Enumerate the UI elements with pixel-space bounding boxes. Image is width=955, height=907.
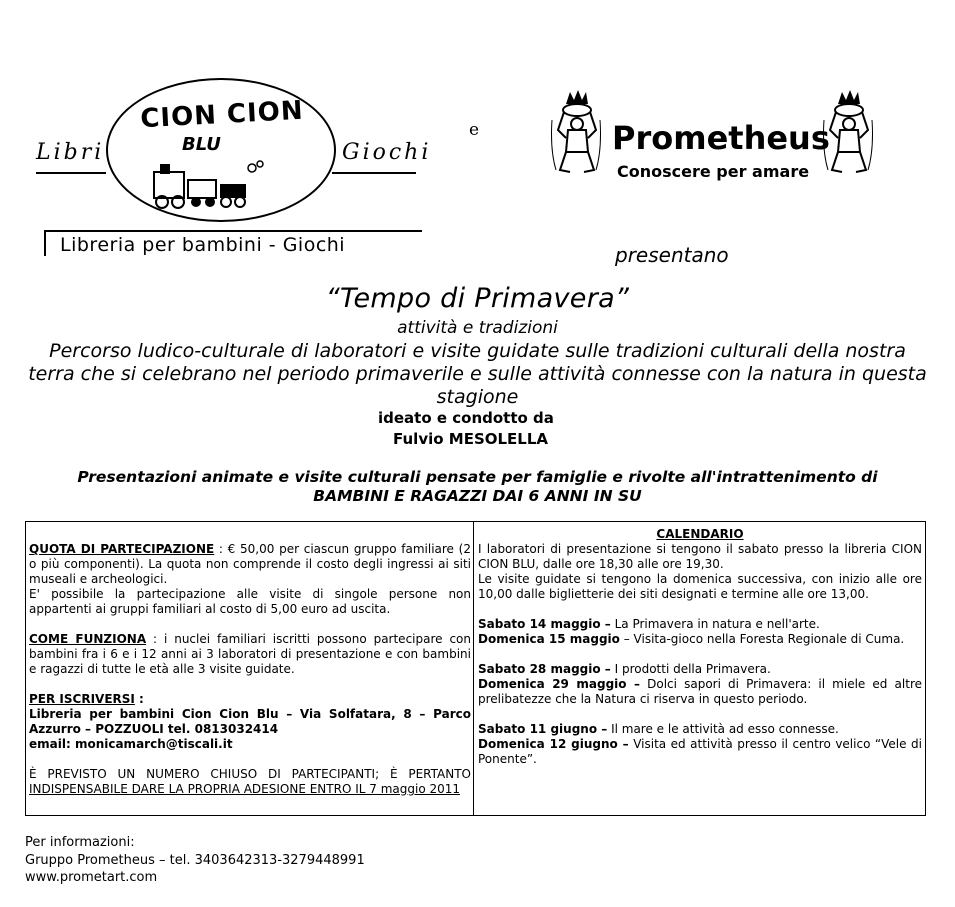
avviso-section [29, 767, 471, 797]
event-text: La Primavera in natura e nell'arte. [610, 617, 820, 631]
event-date: Domenica 15 maggio [478, 632, 620, 646]
logo-word-libri: Libri [36, 140, 105, 165]
footer-website: www.prometart.com [25, 870, 158, 885]
logo-rule-left [36, 172, 106, 174]
calendar-group [478, 617, 922, 647]
quota-single-text: E' possibile la partecipazione alle visite di singole persone non appartenti ai gruppi familiari al costo di 5,00 euro ad uscita. [29, 587, 471, 616]
iscrizione-email: email: monicamarch@tiscali.it [29, 737, 233, 751]
prometheus-figure-icon [548, 90, 604, 182]
event-text: Visita ed attività presso il centro velico “Vele di Ponente”. [478, 737, 922, 766]
prometheus-title: Prometheus [612, 119, 830, 157]
come-funziona-section [29, 632, 471, 677]
calendar-event [478, 632, 904, 646]
logo-brand-sub: BLU [182, 134, 221, 155]
quota-label: QUOTA DI PARTECIPAZIONE [29, 542, 215, 556]
event-text: Dolci sapori di Primavera: il miele ed altre prelibatezze che la Natura ci riserva in questo periodo. [478, 677, 922, 706]
info-table [25, 521, 926, 816]
quota-section [29, 542, 471, 617]
calendar-event [478, 677, 922, 706]
logo-word-giochi: Giochi [342, 140, 432, 165]
calendar-group [478, 662, 922, 707]
avviso-text: È PREVISTO UN NUMERO CHIUSO DI PARTECIPANTI; È PERTANTO [29, 767, 471, 781]
calendar-event [478, 737, 922, 766]
event-subtitle: attività e tradizioni [397, 318, 558, 338]
event-date: Sabato 11 giugno – [478, 722, 608, 736]
footer-label: Per informazioni: [25, 835, 135, 850]
target-audience [0, 468, 955, 506]
quota-text: : € 50,00 per ciascun gruppo familiare (2 o più componenti). La quota non comprende il costo degli ingressi ai siti museali e archeologici. [29, 542, 471, 586]
info-left-column [26, 522, 474, 815]
logo-subtitle: Libreria per bambini - Giochi [44, 230, 422, 256]
footer-phone: Gruppo Prometheus – tel. 3403642313-3279448991 [25, 852, 365, 868]
logo-rule-right [332, 172, 416, 174]
cion-cion-blu-logo [36, 78, 432, 258]
calendario-intro-labs: I laboratori di presentazione si tengono il sabato presso la libreria CION CION BLU, dalle ore 18,30 alle ore 19,30. [478, 542, 922, 571]
calendario-heading: CALENDARIO [656, 527, 744, 541]
target-line-1: Presentazioni animate e visite culturali pensate per famiglie e rivolte all'intrattenimento di [77, 468, 878, 486]
event-text: I prodotti della Primavera. [610, 662, 771, 676]
calendar-event [478, 722, 839, 736]
event-date: Domenica 12 giugno – [478, 737, 629, 751]
iscrizione-section [29, 692, 471, 752]
calendario-column [474, 522, 925, 815]
event-description: Percorso ludico-culturale di laboratori e visite guidate sulle tradizioni culturali della nostra terra che si celebrano nel periodo primaverile e sulle attività connesse con la natura in questa stagione [28, 340, 927, 408]
iscrizione-address: Libreria per bambini Cion Cion Blu – Via Solfatara, 8 – Parco Azzurro – POZZUOLI tel. 0813032414 [29, 707, 471, 736]
author-name: Fulvio MESOLELLA [393, 430, 549, 448]
target-line-2: BAMBINI E RAGAZZI DAI 6 ANNI IN SU [313, 487, 642, 505]
event-date: Sabato 14 maggio – [478, 617, 611, 631]
event-text: Il mare e le attività ad esso connesse. [607, 722, 839, 736]
event-title: “Tempo di Primavera” [325, 283, 630, 314]
event-text: – Visita-gioco nella Foresta Regionale di Cuma. [619, 632, 905, 646]
iscrizione-label-suffix: : [134, 692, 144, 706]
come-funziona-label: COME FUNZIONA [29, 632, 147, 646]
event-date: Sabato 28 maggio – [478, 662, 611, 676]
logo-brand: CION CION [139, 95, 305, 135]
calendar-event [478, 617, 820, 631]
avviso-deadline: INDISPENSABILE DARE LA PROPRIA ADESIONE ENTRO IL 7 maggio 2011 [29, 782, 461, 796]
prometheus-subtitle: Conoscere per amare [617, 162, 810, 181]
calendario-intro-visits: Le visite guidate si tengono la domenica successiva, con inizio alle ore 10,00 dalle biglietterie dei siti designati e termine alle ore 13,00. [478, 572, 922, 601]
conjunction: e [469, 120, 480, 140]
iscrizione-label: PER ISCRIVERSI [29, 692, 135, 706]
event-date: Domenica 29 maggio – [478, 677, 641, 691]
ideato-label: ideato e condotto da [378, 409, 554, 427]
train-icon [144, 158, 264, 214]
come-funziona-text: : i nuclei familiari iscritti possono partecipare con bambini fra i 6 e i 12 anni ai 3 laboratori di presentazione e con bambini e ragazzi di tutte le età alle 3 visite guidate. [29, 632, 471, 676]
calendar-event [478, 662, 771, 676]
presentano-label: presentano [615, 243, 729, 267]
calendar-group [478, 722, 922, 767]
calendario-intro [478, 542, 922, 602]
footer-contacts [25, 834, 365, 887]
